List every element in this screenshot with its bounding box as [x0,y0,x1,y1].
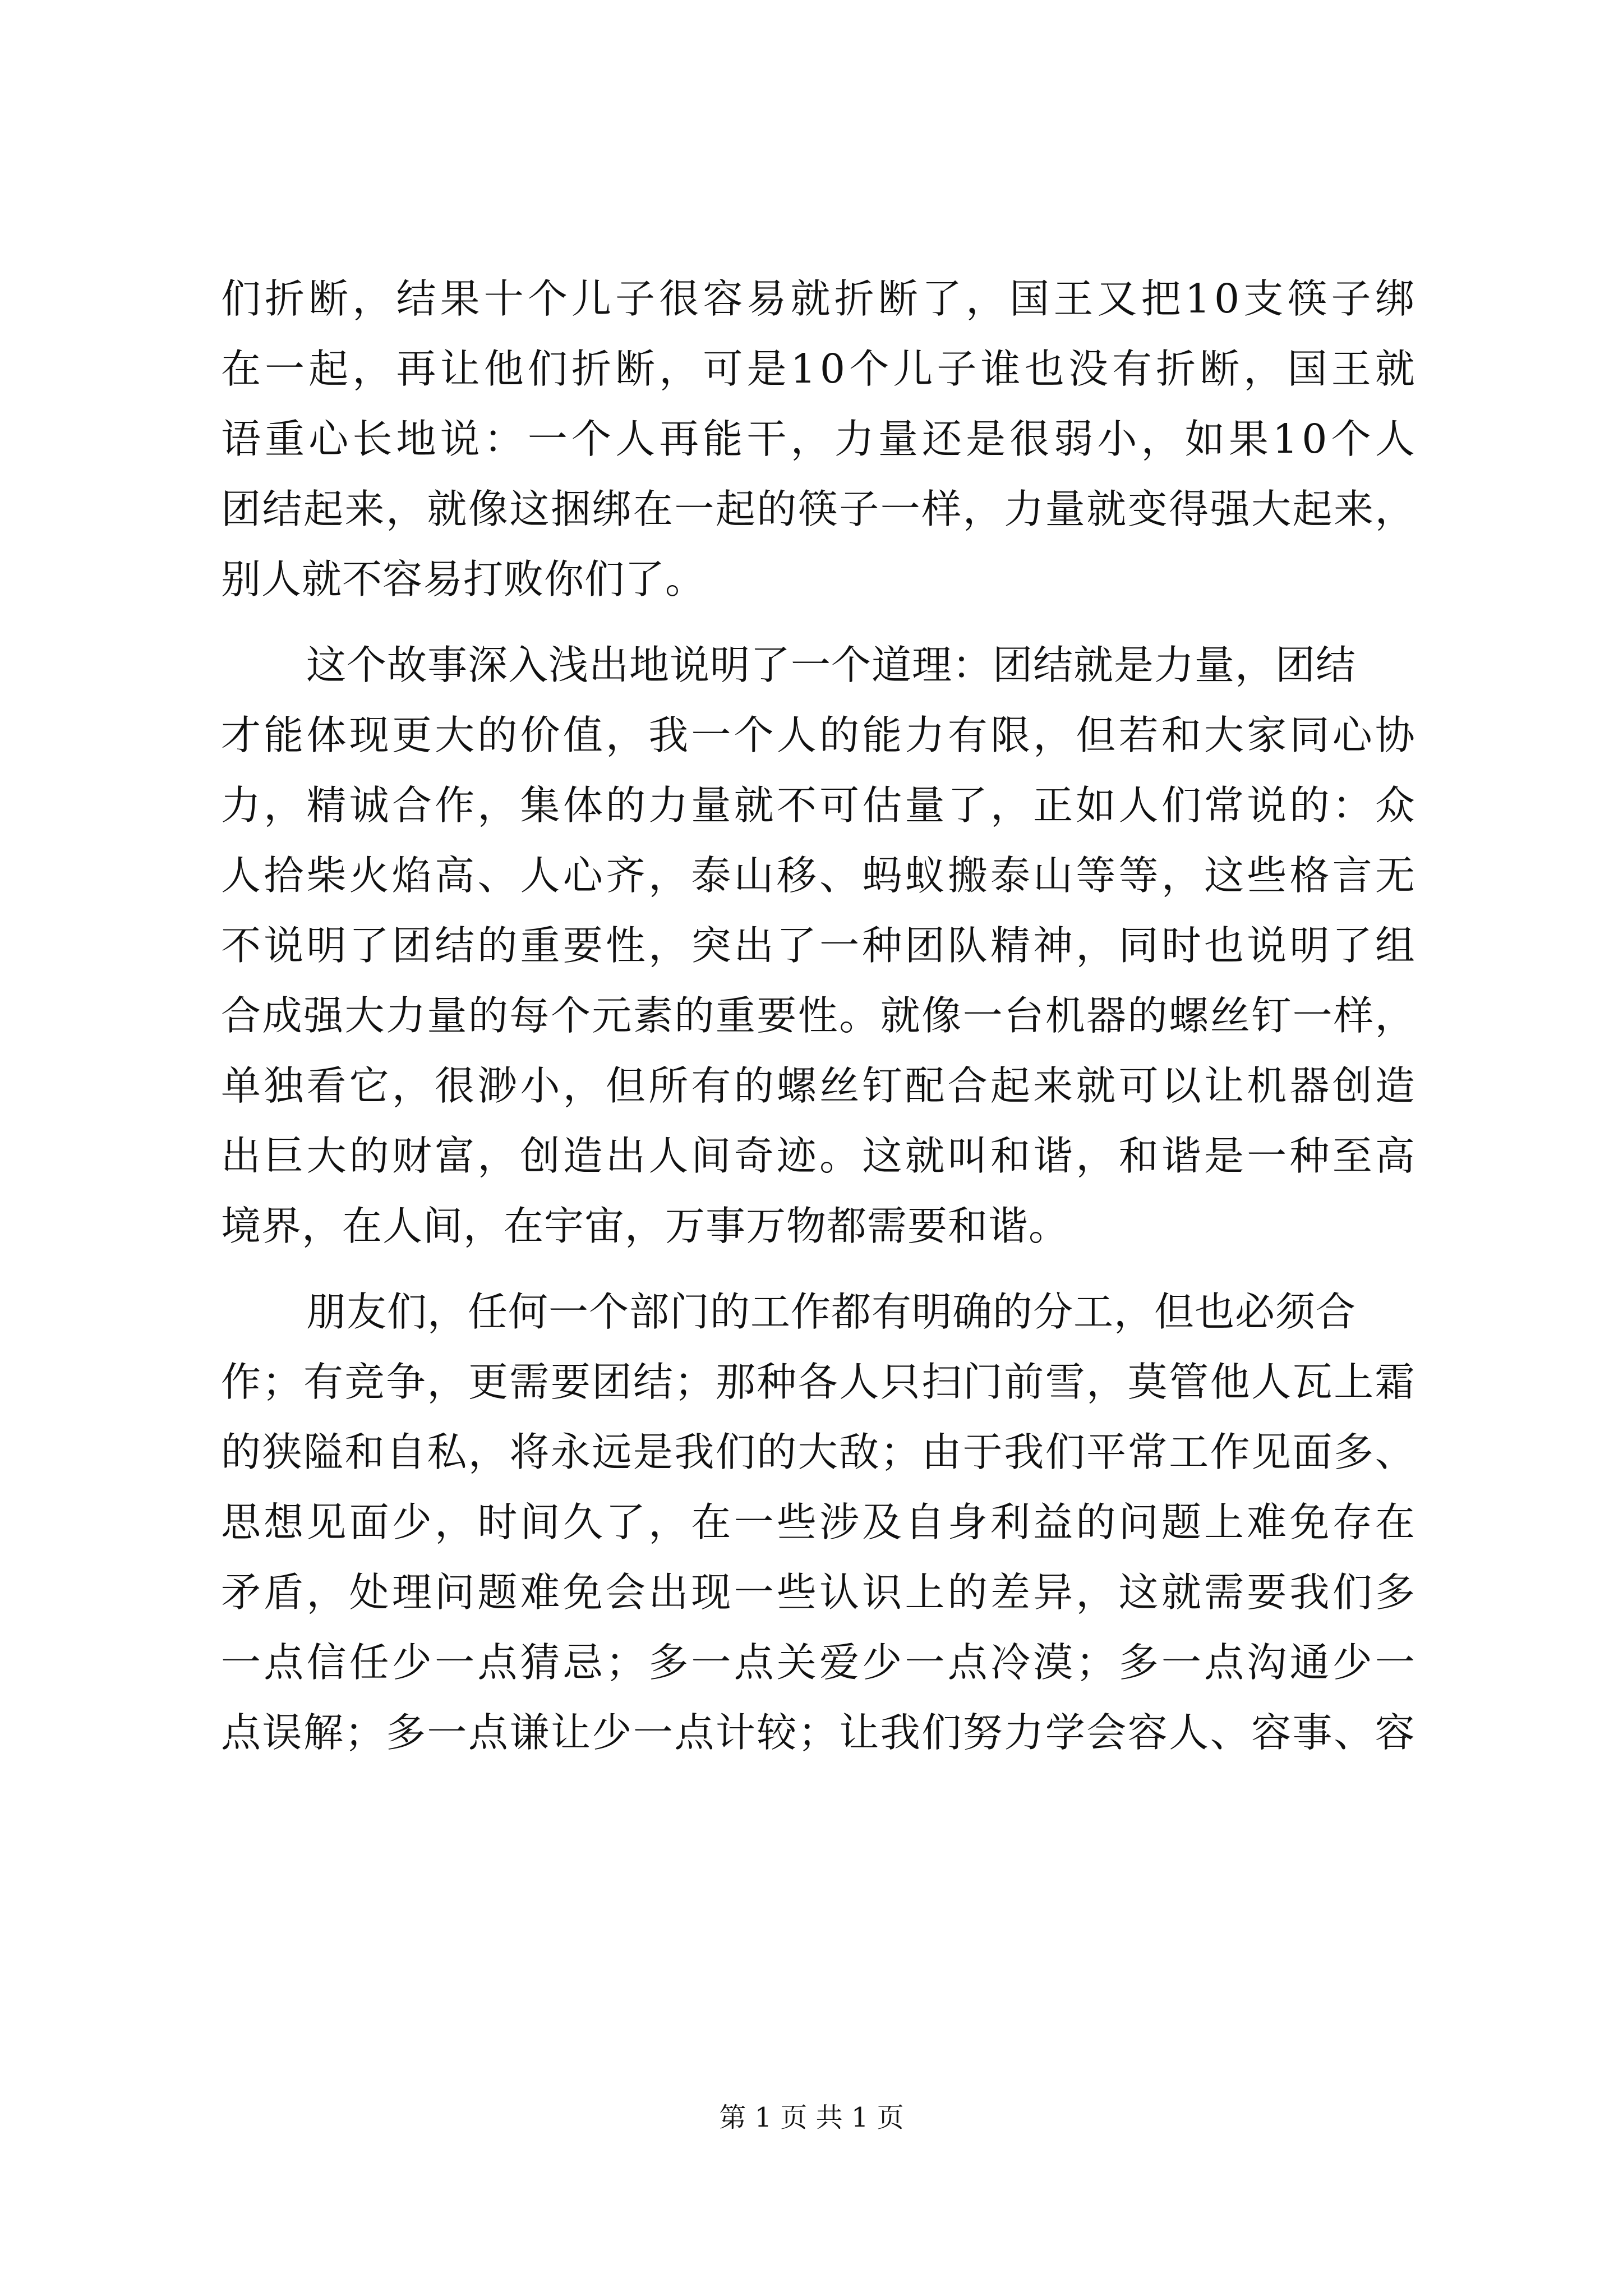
text-line: 力 ， 精 诚 合 作 ， 集 体 的 力 量 就 不 可 估 量 了 ， 正 如 人 们 常 说 的 ： 众 [221,782,1415,829]
page-footer [0,2101,1623,2134]
text-line: 在 一 起 ， 再 让 他 们 折 断 ， 可 是 1 0 个 儿 子 谁 也 没 有 折 断 ， 国 王 就 [221,346,1415,392]
text-line: 的 狭 隘 和 自 私 ， 将 永 远 是 我 们 的 大 敌 ； 由 于 我 们 平 常 工 作 见 面 多 、 [221,1429,1415,1475]
text-line: 朋友们，任何一个部门的工作都有明确的分工，但也必须合 [306,1289,1357,1335]
text-line: 出 巨 大 的 财 富 ， 创 造 出 人 间 奇 迹 。 这 就 叫 和 谐 ， 和 谐 是 一 种 至 高 [221,1133,1415,1179]
text-line: 这个故事深入浅出地说明了一个道理：团结就是力量，团结 [306,642,1357,688]
page-number-label: 第 1 页 共 1 页 [719,2102,904,2133]
text-line: 才 能 体 现 更 大 的 价 值 ， 我 一 个 人 的 能 力 有 限 ， 但 若 和 大 家 同 心 协 [221,712,1415,758]
text-line: 们 折 断 ， 结 果 十 个 儿 子 很 容 易 就 折 断 了 ， 国 王 又 把 1 0 支 筷 子 绑 [221,275,1415,322]
text-line: 合 成 强 大 力 量 的 每 个 元 素 的 重 要 性 。 就 像 一 台 机 器 的 螺 丝 钉 一 样 ， [221,992,1415,1039]
text-line: 点 误 解 ； 多 一 点 谦 让 少 一 点 计 较 ； 让 我 们 努 力 学 会 容 人 、 容 事 、 容 [221,1709,1415,1756]
text-line: 别人就不容易打败你们了。 [221,556,706,602]
text-line: 人 拾 柴 火 焰 高 、 人 心 齐 ， 泰 山 移 、 蚂 蚁 搬 泰 山 等 等 ， 这 些 格 言 无 [221,852,1415,899]
paragraph-gap [221,1261,1415,1277]
text-line: 单 独 看 它 ， 很 渺 小 ， 但 所 有 的 螺 丝 钉 配 合 起 来 就 可 以 让 机 器 创 造 [221,1062,1415,1109]
text-line: 一 点 信 任 少 一 点 猜 忌 ； 多 一 点 关 爱 少 一 点 冷 漠 ； 多 一 点 沟 通 少 一 [221,1639,1415,1686]
text-line: 思 想 见 面 少 ， 时 间 久 了 ， 在 一 些 涉 及 自 身 利 益 的 问 题 上 难 免 存 在 [221,1499,1415,1545]
text-line: 语 重 心 长 地 说 ： 一 个 人 再 能 干 ， 力 量 还 是 很 弱 小 ， 如 果 1 0 个 人 [221,416,1415,462]
text-line: 境界，在人间，在宇宙，万事万物都需要和谐。 [221,1203,1069,1249]
text-line: 作 ； 有 竞 争 ， 更 需 要 团 结 ； 那 种 各 人 只 扫 门 前 雪 ， 莫 管 他 人 瓦 上 霜 [221,1359,1415,1405]
body-text [221,264,1415,1768]
text-line: 不 说 明 了 团 结 的 重 要 性 ， 突 出 了 一 种 团 队 精 神 ， 同 时 也 说 明 了 组 [221,922,1415,969]
paragraph-gap [221,614,1415,630]
text-line: 矛 盾 ， 处 理 问 题 难 免 会 出 现 一 些 认 识 上 的 差 异 ， 这 就 需 要 我 们 多 [221,1569,1415,1616]
text-line: 团 结 起 来 ， 就 像 这 捆 绑 在 一 起 的 筷 子 一 样 ， 力 量 就 变 得 强 大 起 来 ， [221,486,1415,532]
